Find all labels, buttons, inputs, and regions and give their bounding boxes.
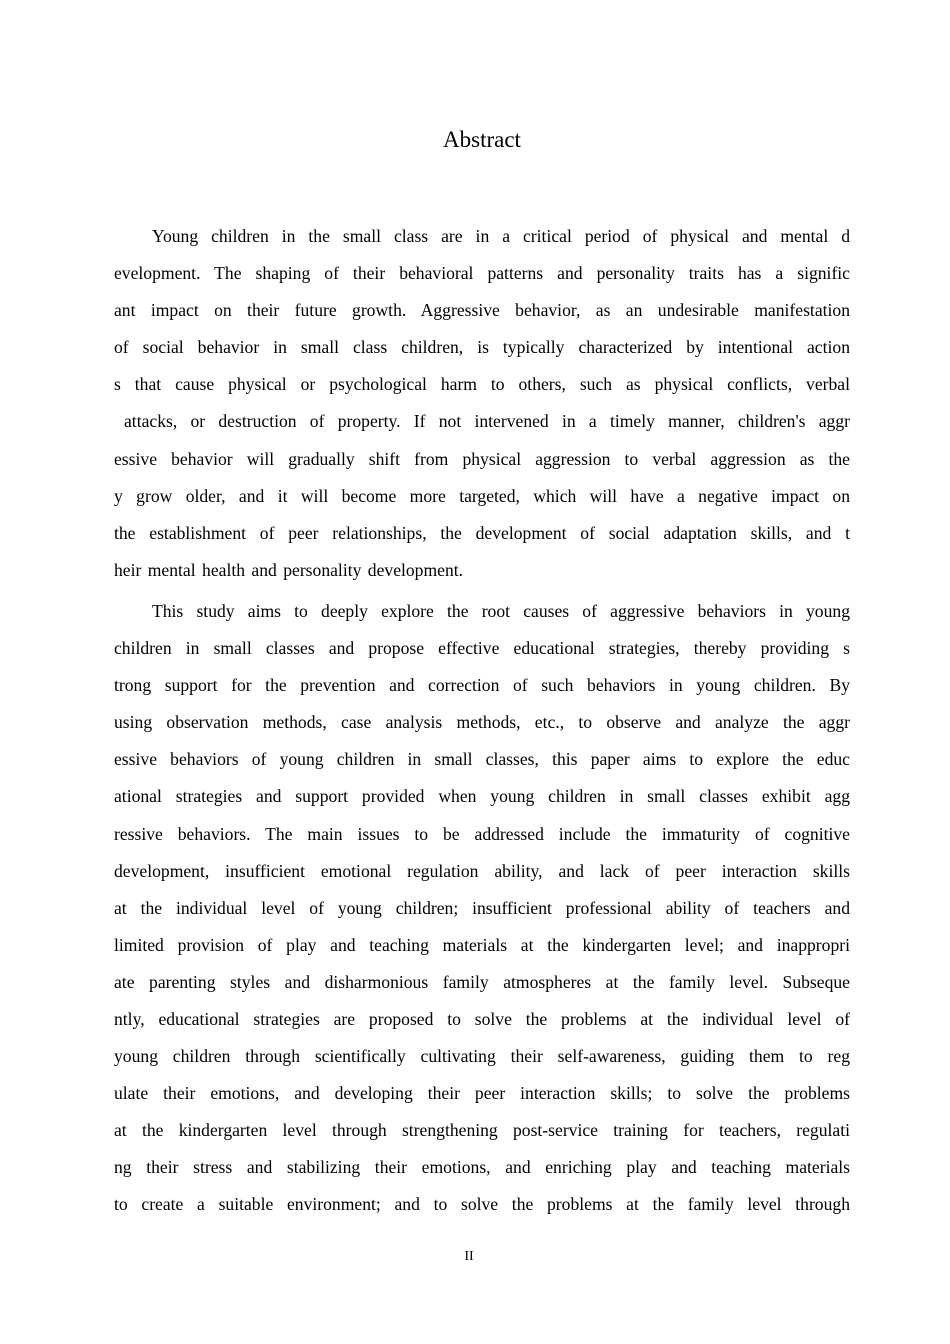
text-line: This study aims to deeply explore the root causes of aggressive behaviors in young <box>152 600 850 621</box>
text-line: ant impact on their future growth. Aggressive behavior, as an undesirable manifestation <box>114 300 850 321</box>
text-line: essive behavior will gradually shift from physical aggression to verbal aggression as the <box>114 448 850 469</box>
text-line: young children through scientifically cultivating their self-awareness, guiding them to reg <box>114 1046 850 1067</box>
text-line: ng their stress and stabilizing their emotions, and enriching play and teaching materials <box>114 1157 850 1178</box>
text-line: attacks, or destruction of property. If not intervened in a timely manner, children's aggr <box>124 411 850 432</box>
text-line: ntly, educational strategies are proposed to solve the problems at the individual level of <box>114 1008 850 1029</box>
page-number: II <box>464 1249 474 1264</box>
abstract-title: Abstract <box>443 127 521 152</box>
text-line: Young children in the small class are in a critical period of physical and mental d <box>152 226 850 246</box>
text-line: ressive behaviors. The main issues to be addressed include the immaturity of cognitive <box>114 823 850 844</box>
text-line: at the kindergarten level through strengthening post-service training for teachers, regulati <box>114 1120 850 1141</box>
text-line: children in small classes and propose effective educational strategies, thereby providing s <box>114 638 850 659</box>
text-line: development, insufficient emotional regulation ability, and lack of peer interaction skills <box>114 860 850 881</box>
text-line: y grow older, and it will become more targeted, which will have a negative impact on <box>114 485 850 506</box>
text-line: using observation methods, case analysis methods, etc., to observe and analyze the aggr <box>114 712 850 733</box>
text-line: the establishment of peer relationships, the development of social adaptation skills, and t <box>114 522 850 543</box>
text-line: of social behavior in small class children, is typically characterized by intentional action <box>114 337 850 358</box>
text-line: heir mental health and personality development. <box>114 559 464 580</box>
text-line: to create a suitable environment; and to solve the problems at the family level through <box>114 1194 850 1215</box>
text-line: ational strategies and support provided when young children in small classes exhibit agg <box>114 786 850 807</box>
text-line: ate parenting styles and disharmonious family atmospheres at the family level. Subseque <box>114 971 850 992</box>
text-line: at the individual level of young children; insufficient professional ability of teachers and <box>114 897 850 918</box>
text-line: limited provision of play and teaching materials at the kindergarten level; and inappropri <box>114 934 850 955</box>
text-line: evelopment. The shaping of their behavioral patterns and personality traits has a signific <box>114 263 850 284</box>
text-line: ulate their emotions, and developing their peer interaction skills; to solve the problems <box>114 1083 850 1104</box>
abstract-body <box>114 218 850 1224</box>
text-line: trong support for the prevention and correction of such behaviors in young children. By <box>114 675 850 696</box>
text-line: essive behaviors of young children in small classes, this paper aims to explore the educ <box>114 749 850 770</box>
text-line: s that cause physical or psychological harm to others, such as physical conflicts, verbal <box>114 374 850 395</box>
